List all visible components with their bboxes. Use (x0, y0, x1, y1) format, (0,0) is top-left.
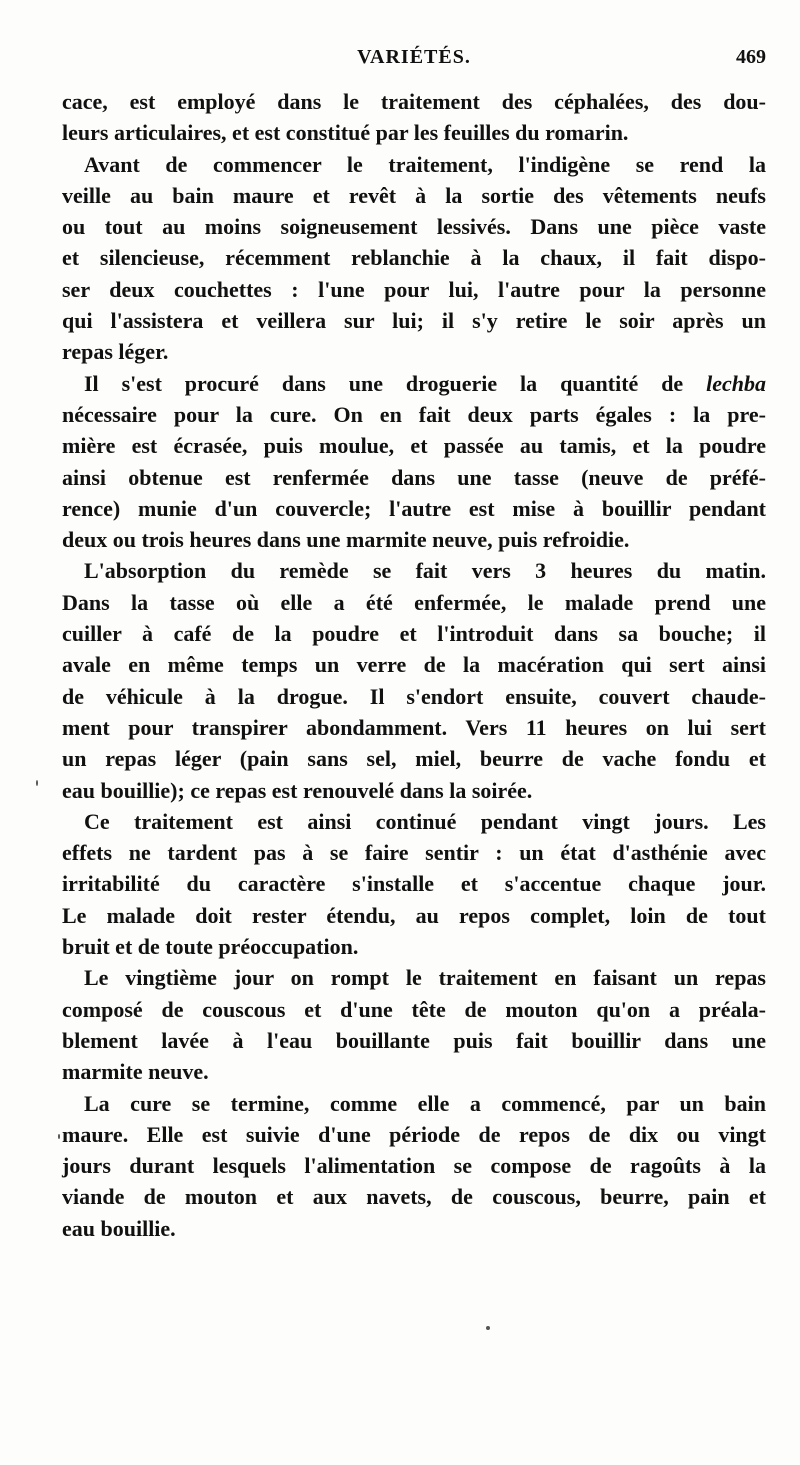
text-line (62, 368, 766, 399)
scan-speck (486, 1326, 490, 1330)
text-line: Ce traitement est ainsi continué pendant vingt jours. Les (84, 808, 766, 834)
paragraph (62, 1088, 766, 1244)
text-line: La cure se termine, comme elle a commencé, par un bain (84, 1090, 766, 1116)
text-line: de véhicule à la drogue. Il s'endort ensuite, couvert chaude- (62, 683, 766, 709)
text-line: maure. Elle est suivie d'une période de repos de dix ou vingt (62, 1121, 766, 1147)
text-line: Le vingtième jour on rompt le traitement en faisant un repas (84, 965, 766, 991)
running-head (62, 46, 766, 78)
text-line: irritabilité du caractère s'installe et s'accentue chaque jour. (62, 871, 766, 897)
text-body (62, 86, 766, 1244)
text-line: Avant de commencer le traitement, l'indigène se rend la (84, 151, 766, 177)
text-line: rence) munie d'un couvercle; l'autre est mise à bouillir pendant (62, 495, 766, 521)
text-line: cace, est employé dans le traitement des céphalées, des dou- (62, 89, 766, 114)
paragraph (62, 86, 766, 149)
paragraph (62, 368, 766, 556)
text-line: marmite neuve. (62, 1059, 209, 1085)
paragraph (62, 555, 766, 805)
italic-term: lechba (706, 370, 766, 396)
text-line: qui l'assistera et veillera sur lui; il s'y retire le soir après un (62, 308, 766, 334)
text-line: veille au bain maure et revêt à la sortie des vêtements neufs (62, 182, 766, 208)
text-line: ser deux couchettes : l'une pour lui, l'autre pour la personne (62, 276, 766, 302)
text-line: eau bouillie); ce repas est renouvelé dans la soirée. (62, 777, 533, 803)
text-line: leurs articulaires, et est constitué par les feuilles du romarin. (62, 120, 629, 146)
text-line: effets ne tardent pas à se faire sentir : un état d'asthénie avec (62, 840, 766, 866)
text-line: mière est écrasée, puis moulue, et passée au tamis, et la poudre (62, 433, 766, 459)
paragraph (62, 962, 766, 1087)
text-line: un repas léger (pain sans sel, miel, beurre de vache fondu et (62, 746, 766, 772)
text-line: bruit et de toute préoccupation. (62, 934, 359, 960)
text-line: blement lavée à l'eau bouillante puis fait bouillir dans une (62, 1027, 766, 1053)
text-line: et silencieuse, récemment reblanchie à la chaux, il fait dispo- (62, 245, 766, 271)
text-line: ment pour transpirer abondamment. Vers 11 heures on lui sert (62, 714, 766, 740)
text-line: jours durant lesquels l'alimentation se compose de ragoûts à la (62, 1153, 766, 1179)
text-line: repas léger. (62, 339, 169, 365)
text-line-start: Il s'est procuré dans une droguerie la quantité de (84, 370, 707, 396)
running-title: VARIÉTÉS. (357, 46, 471, 68)
text-line: Dans la tasse où elle a été enfermée, le malade prend une (62, 589, 766, 615)
text-line: avale en même temps un verre de la macération qui sert ainsi (62, 652, 766, 678)
paragraph (62, 149, 766, 368)
text-line: deux ou trois heures dans une marmite neuve, puis refroidie. (62, 527, 630, 553)
text-line: viande de mouton et aux navets, de couscous, beurre, pain et (62, 1184, 766, 1210)
scan-speck (58, 1134, 60, 1139)
paragraph (62, 806, 766, 962)
text-line: nécessaire pour la cure. On en fait deux parts égales : la pre- (62, 401, 766, 427)
scan-speck (36, 780, 38, 786)
page-number: 469 (736, 46, 766, 68)
text-line: composé de couscous et d'une tête de mouton qu'on a préala- (62, 996, 766, 1022)
text-line: Le malade doit rester étendu, au repos complet, loin de tout (62, 902, 766, 928)
text-line: cuiller à café de la poudre et l'introduit dans sa bouche; il (62, 621, 766, 647)
text-line: eau bouillie. (62, 1215, 176, 1241)
text-line: ou tout au moins soigneusement lessivés. Dans une pièce vaste (62, 214, 766, 240)
text-line: ainsi obtenue est renfermée dans une tasse (neuve de préfé- (62, 464, 766, 490)
text-line: L'absorption du remède se fait vers 3 heures du matin. (84, 558, 766, 584)
